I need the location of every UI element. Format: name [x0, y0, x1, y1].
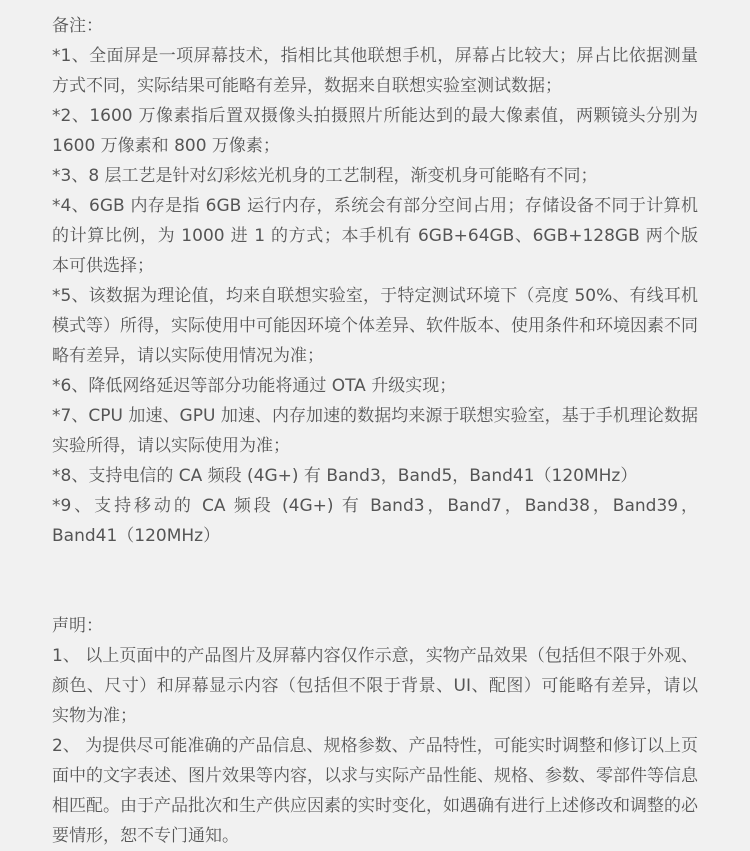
section-spacer [52, 551, 698, 611]
statement-item-2: 2、 为提供尽可能准确的产品信息、规格参数、产品特性，可能实时调整和修订以上页面中的文字表述、图片效果等内容，以求与实际产品性能、规格、参数、零部件等信息相匹配。由于产品批次和生产供应因素的实时变化，如遇确有进行上述修改和调整的必要情形，恕不专门通知。 [52, 736, 698, 846]
note-item-6: *6、降低网络延迟等部分功能将通过 OTA 升级实现； [52, 376, 457, 396]
statement-item-1: 1、 以上页面中的产品图片及屏幕内容仅作示意，实物产品效果（包括但不限于外观、颜色、尺寸）和屏幕显示内容（包括但不限于背景、UI、配图）可能略有差异，请以实物为准； [52, 646, 698, 726]
notes-heading: 备注： [52, 16, 103, 36]
notes-section [52, 11, 698, 551]
note-item-4: *4、6GB 内存是指 6GB 运行内存，系统会有部分空间占用；存储设备不同于计算机的计算比例，为 1000 进 1 的方式；本手机有 6GB+64GB、6GB+128GB 两个版本可供选择； [52, 196, 698, 276]
statement-section [52, 611, 698, 851]
statement-heading: 声明： [52, 616, 103, 636]
note-item-8: *8、支持电信的 CA 频段 (4G+) 有 Band3，Band5，Band41（120MHz） [52, 466, 638, 486]
note-item-7: *7、CPU 加速、GPU 加速、内存加速的数据均来源于联想实验室，基于手机理论数据实验所得，请以实际使用为准； [52, 406, 698, 456]
note-item-1: *1、全面屏是一项屏幕技术，指相比其他联想手机，屏幕占比较大；屏占比依据测量方式不同，实际结果可能略有差异，数据来自联想实验室测试数据； [52, 46, 698, 96]
note-item-2: *2、1600 万像素指后置双摄像头拍摄照片所能达到的最大像素值，两颗镜头分别为 1600 万像素和 800 万像素； [52, 106, 698, 156]
note-item-3: *3、8 层工艺是针对幻彩炫光机身的工艺制程，渐变机身可能略有不同； [52, 166, 598, 186]
note-item-9: *9、支持移动的 CA 频段 (4G+) 有 Band3，Band7，Band38，Band39，Band41（120MHz） [52, 496, 698, 546]
note-item-5: *5、该数据为理论值，均来自联想实验室，于特定测试环境下（亮度 50%、有线耳机模式等）所得，实际使用中可能因环境个体差异、软件版本、使用条件和环境因素不同略有差异，请以实际使用情况为准； [52, 286, 698, 366]
